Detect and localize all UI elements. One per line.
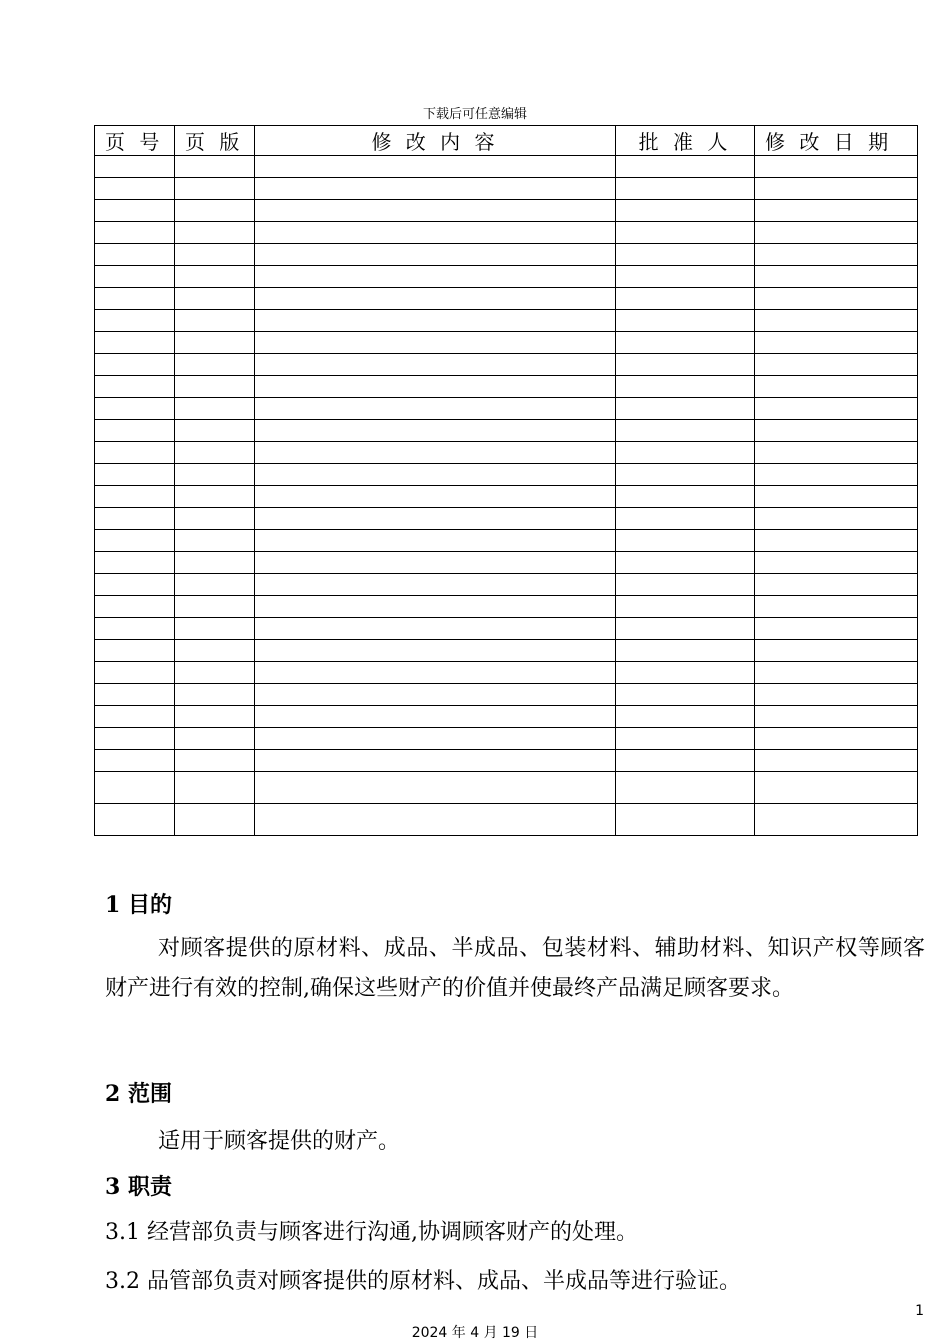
revision-table-header-row (95, 126, 918, 156)
revision-table-row (95, 706, 918, 728)
revision-table-cell (175, 464, 255, 486)
revision-table-cell (616, 618, 755, 640)
revision-table-cell (95, 552, 175, 574)
revision-table-cell (616, 244, 755, 266)
revision-table-row (95, 574, 918, 596)
revision-table-cell (255, 552, 616, 574)
header-note: 下载后可任意编辑 (422, 107, 527, 122)
revision-table-cell (175, 288, 255, 310)
section-3-heading: 3 职责 (105, 1174, 172, 1200)
revision-table-cell (616, 464, 755, 486)
revision-table-cell (95, 178, 175, 200)
revision-table-cell (616, 310, 755, 332)
revision-table-cell (755, 596, 918, 618)
revision-table-cell (175, 266, 255, 288)
revision-table-cell (755, 244, 918, 266)
revision-table-cell (755, 200, 918, 222)
section-3-item-2: 3.2 品管部负责对顾客提供的原材料、成品、半成品等进行验证。 (105, 1269, 741, 1294)
revision-table-cell (755, 288, 918, 310)
revision-table-cell (755, 804, 918, 836)
revision-table-cell (175, 398, 255, 420)
revision-table-cell (95, 398, 175, 420)
revision-table-cell (175, 750, 255, 772)
revision-table-row (95, 244, 918, 266)
revision-table-cell (175, 640, 255, 662)
revision-table-cell (755, 486, 918, 508)
col-page-version: 页 版 (175, 126, 255, 156)
revision-table-row (95, 662, 918, 684)
revision-table-cell (95, 464, 175, 486)
revision-table (94, 125, 918, 836)
revision-table-cell (755, 156, 918, 178)
revision-table-cell (755, 332, 918, 354)
revision-table-cell (616, 442, 755, 464)
revision-table-row (95, 310, 918, 332)
revision-table-row (95, 178, 918, 200)
revision-table-cell (95, 332, 175, 354)
revision-table-cell (255, 706, 616, 728)
revision-table-cell (755, 530, 918, 552)
revision-table-cell (255, 288, 616, 310)
revision-table-cell (255, 178, 616, 200)
revision-table-cell (175, 156, 255, 178)
revision-table-cell (616, 552, 755, 574)
revision-table-cell (175, 354, 255, 376)
revision-table-cell (616, 486, 755, 508)
revision-table-cell (175, 530, 255, 552)
revision-table-row (95, 640, 918, 662)
page-number: 1 (915, 1303, 924, 1319)
revision-table-cell (755, 640, 918, 662)
revision-table-cell (255, 420, 616, 442)
revision-table-cell (95, 310, 175, 332)
revision-table-body (95, 156, 918, 836)
revision-table-row (95, 464, 918, 486)
revision-table-cell (255, 156, 616, 178)
revision-table-cell (255, 772, 616, 804)
revision-table-cell (616, 420, 755, 442)
revision-table-row (95, 420, 918, 442)
revision-table-cell (95, 156, 175, 178)
revision-table-cell (755, 684, 918, 706)
revision-table-cell (755, 178, 918, 200)
revision-table-cell (755, 662, 918, 684)
revision-table-cell (755, 706, 918, 728)
revision-table-cell (755, 420, 918, 442)
revision-table-row (95, 398, 918, 420)
revision-table-cell (255, 332, 616, 354)
col-change-date: 修 改 日 期 (755, 126, 918, 156)
revision-table-cell (255, 574, 616, 596)
revision-table-cell (95, 530, 175, 552)
revision-table-cell (175, 508, 255, 530)
revision-table-row (95, 442, 918, 464)
section-2-paragraph: 适用于顾客提供的财产。 (158, 1129, 401, 1154)
revision-table-cell (255, 222, 616, 244)
section-1-paragraph: 对顾客提供的原材料、成品、半成品、包装材料、辅助材料、知识产权等顾客财产进行有效的控制,确保这些财产的价值并使最终产品满足顾客要求。 (105, 936, 925, 1001)
revision-table-cell (95, 244, 175, 266)
revision-table-cell (255, 354, 616, 376)
revision-table-cell (175, 332, 255, 354)
revision-table-cell (255, 376, 616, 398)
revision-table-cell (616, 772, 755, 804)
col-page-number: 页 号 (95, 126, 175, 156)
revision-table-cell (255, 266, 616, 288)
revision-table-cell (755, 442, 918, 464)
revision-table-cell (755, 574, 918, 596)
revision-table-cell (255, 200, 616, 222)
revision-table-cell (255, 684, 616, 706)
revision-table-row (95, 354, 918, 376)
revision-table-cell (616, 508, 755, 530)
revision-table-cell (95, 508, 175, 530)
revision-table-cell (175, 684, 255, 706)
revision-table-cell (616, 804, 755, 836)
revision-table-cell (175, 804, 255, 836)
revision-table-cell (95, 288, 175, 310)
revision-table-cell (95, 804, 175, 836)
revision-table-cell (255, 486, 616, 508)
revision-table-cell (755, 398, 918, 420)
revision-table-cell (755, 464, 918, 486)
revision-table-cell (616, 662, 755, 684)
revision-table-cell (616, 376, 755, 398)
section-2-heading: 2 范围 (105, 1081, 172, 1107)
footer-date: 2024 年 4 月 19 日 (411, 1325, 539, 1341)
revision-table-cell (95, 354, 175, 376)
revision-table-row (95, 376, 918, 398)
revision-table-cell (616, 640, 755, 662)
revision-table-cell (175, 244, 255, 266)
revision-table-cell (95, 684, 175, 706)
revision-table-cell (95, 200, 175, 222)
revision-table-cell (175, 310, 255, 332)
revision-table-cell (755, 772, 918, 804)
revision-table-cell (95, 420, 175, 442)
revision-table-cell (95, 750, 175, 772)
revision-table-cell (95, 486, 175, 508)
revision-table-row (95, 288, 918, 310)
col-approver: 批 准 人 (616, 126, 755, 156)
revision-table-cell (255, 464, 616, 486)
revision-table-cell (616, 332, 755, 354)
revision-table-cell (95, 618, 175, 640)
revision-table-cell (95, 222, 175, 244)
revision-table-cell (616, 222, 755, 244)
revision-table-cell (255, 804, 616, 836)
revision-table-cell (755, 310, 918, 332)
revision-table-cell (95, 706, 175, 728)
revision-table-cell (255, 728, 616, 750)
revision-table-cell (255, 508, 616, 530)
revision-table-cell (95, 728, 175, 750)
revision-table-cell (95, 376, 175, 398)
revision-table-cell (175, 574, 255, 596)
revision-table-cell (95, 772, 175, 804)
revision-table-cell (616, 530, 755, 552)
revision-table-cell (95, 442, 175, 464)
revision-table-cell (616, 354, 755, 376)
revision-table-cell (616, 750, 755, 772)
revision-table-cell (95, 574, 175, 596)
revision-table-cell (175, 728, 255, 750)
revision-table-cell (755, 354, 918, 376)
revision-table-row (95, 772, 918, 804)
revision-table-cell (255, 442, 616, 464)
col-change-content: 修 改 内 容 (255, 126, 616, 156)
revision-table-row (95, 596, 918, 618)
revision-table-cell (175, 772, 255, 804)
revision-table-cell (755, 266, 918, 288)
revision-table-row (95, 222, 918, 244)
revision-table-cell (755, 552, 918, 574)
revision-table-cell (616, 398, 755, 420)
revision-table-cell (175, 486, 255, 508)
revision-table-cell (175, 442, 255, 464)
revision-table-row (95, 530, 918, 552)
revision-table-cell (255, 640, 616, 662)
revision-table-cell (255, 310, 616, 332)
revision-table-cell (616, 574, 755, 596)
revision-table-cell (255, 530, 616, 552)
revision-table-cell (95, 662, 175, 684)
revision-table-cell (616, 288, 755, 310)
revision-table-row (95, 804, 918, 836)
revision-table-row (95, 750, 918, 772)
revision-table-cell (175, 178, 255, 200)
revision-table-cell (175, 222, 255, 244)
revision-table-cell (95, 640, 175, 662)
revision-table-cell (175, 706, 255, 728)
revision-table-cell (255, 618, 616, 640)
revision-table-cell (255, 244, 616, 266)
revision-table-row (95, 552, 918, 574)
revision-table-cell (616, 266, 755, 288)
revision-table-row (95, 508, 918, 530)
revision-table-row (95, 486, 918, 508)
revision-table-cell (755, 508, 918, 530)
revision-table-cell (95, 266, 175, 288)
revision-table-cell (255, 398, 616, 420)
section-3-item-1: 3.1 经营部负责与顾客进行沟通,协调顾客财产的处理。 (105, 1220, 638, 1245)
revision-table-cell (616, 706, 755, 728)
revision-table-cell (175, 376, 255, 398)
revision-table-cell (95, 596, 175, 618)
revision-table-cell (175, 596, 255, 618)
revision-table-cell (175, 662, 255, 684)
revision-table-row (95, 332, 918, 354)
revision-table-cell (175, 200, 255, 222)
revision-table-cell (175, 618, 255, 640)
revision-table-row (95, 684, 918, 706)
revision-table-cell (616, 728, 755, 750)
revision-table-cell (755, 222, 918, 244)
revision-table-cell (616, 178, 755, 200)
section-1-heading: 1 目的 (105, 892, 172, 918)
revision-table-cell (755, 750, 918, 772)
revision-table-cell (616, 596, 755, 618)
revision-table-row (95, 728, 918, 750)
revision-table-row (95, 618, 918, 640)
revision-table-row (95, 156, 918, 178)
revision-table-cell (255, 750, 616, 772)
revision-table-row (95, 266, 918, 288)
revision-table-cell (255, 596, 616, 618)
revision-table-cell (755, 618, 918, 640)
revision-table-cell (755, 376, 918, 398)
revision-table-cell (175, 552, 255, 574)
revision-table-cell (255, 662, 616, 684)
revision-table-cell (175, 420, 255, 442)
revision-table-cell (616, 684, 755, 706)
revision-table-cell (616, 200, 755, 222)
revision-table-cell (755, 728, 918, 750)
revision-table-row (95, 200, 918, 222)
revision-table-cell (616, 156, 755, 178)
